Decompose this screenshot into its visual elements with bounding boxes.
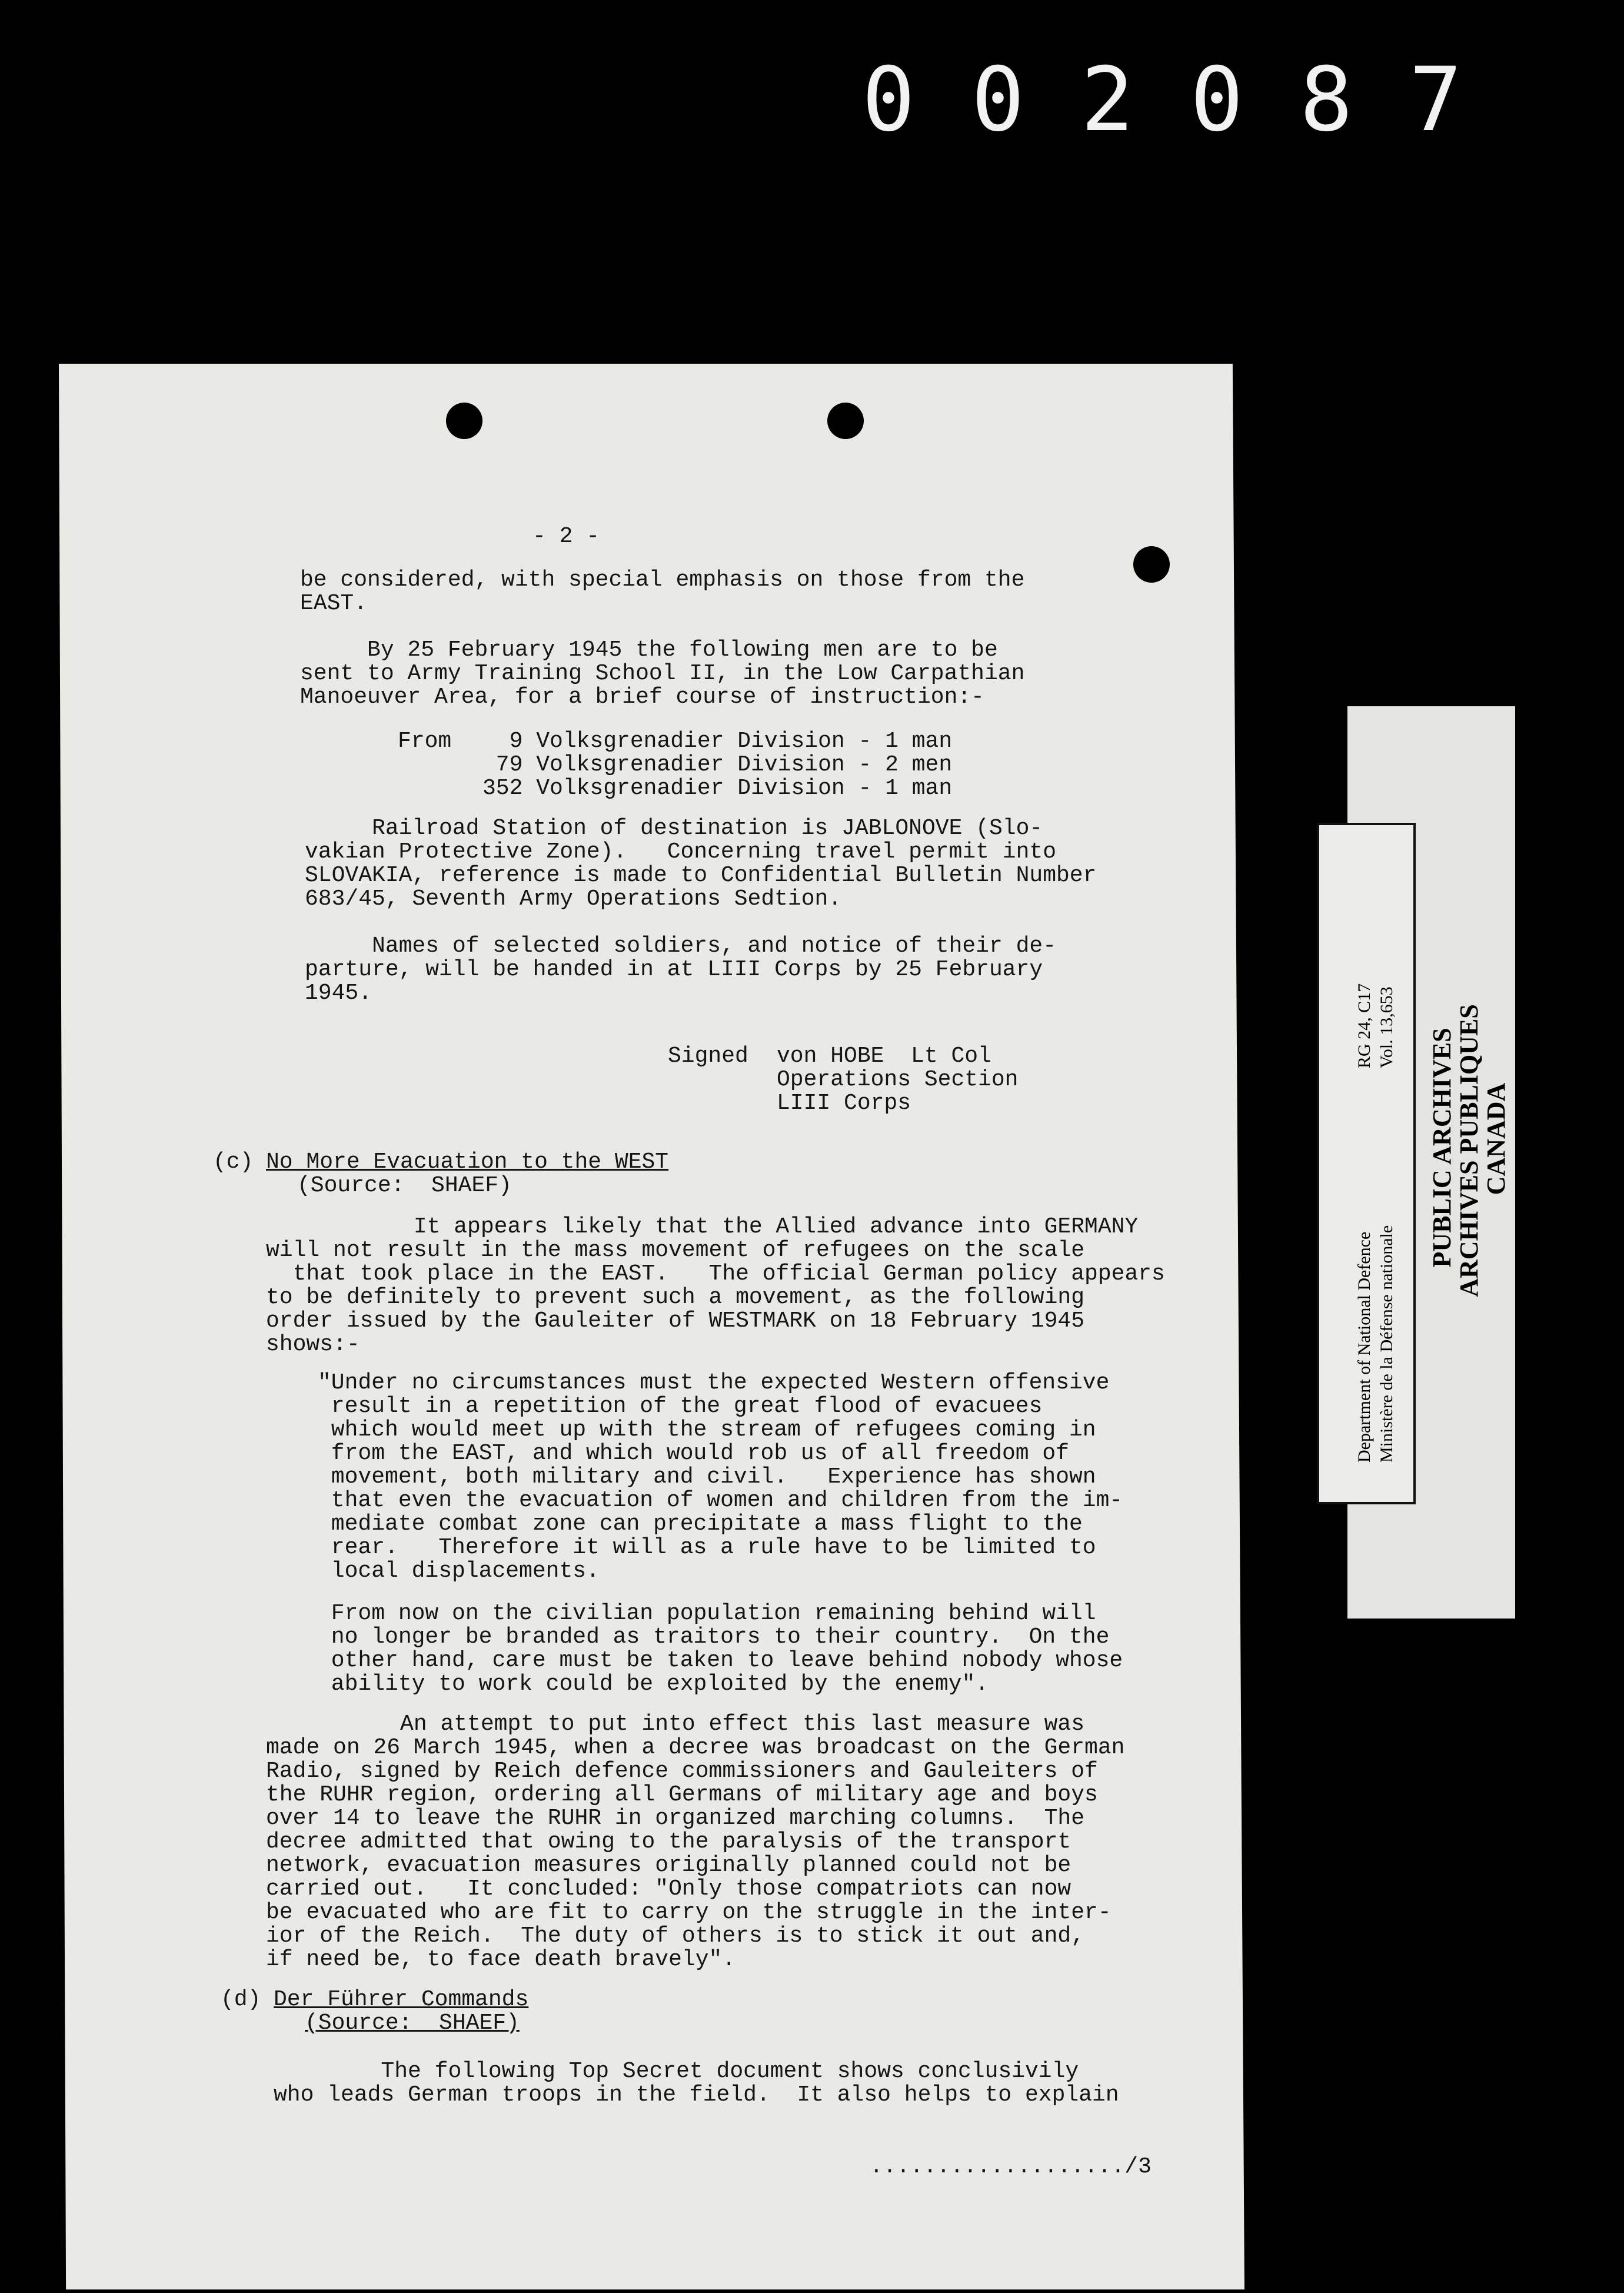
ref-rg: RG 24, C17: [1355, 983, 1374, 1068]
punch-hole: [827, 403, 864, 439]
frame-digit: 0: [1190, 49, 1244, 151]
signed-label: Signed: [668, 1044, 748, 1069]
list-item: 352 Volksgrenadier Division - 1 man: [482, 776, 953, 801]
frame-digit: 8: [1299, 49, 1353, 151]
section-c-source: (Source: SHAEF): [297, 1173, 512, 1198]
archives-fr: ARCHIVES PUBLIQUES: [1455, 1004, 1483, 1297]
section-c-title: No More Evacuation to the WEST: [266, 1149, 669, 1175]
section-c-paragraph: It appears likely that the Allied advance into GERMANY will not result in the mass movement of refugees on the scale that took place in the EAST. The official German policy appears to be definitely to prevent such a movement, as the following order issued by the Gauleiter of WESTMARK on 18 February 1945 shows:-: [266, 1214, 1165, 1357]
dept-fr: Ministère de la Défense nationale: [1377, 1225, 1396, 1463]
frame-digit: 0: [971, 49, 1025, 151]
names-paragraph: Names of selected soldiers, and notice of their de- parture, will be handed in at LIII Corps by 25 February 1945.: [305, 933, 1057, 1006]
list-from-label: From: [398, 729, 452, 754]
archives-en: PUBLIC ARCHIVES: [1427, 1028, 1456, 1268]
page-number: - 2 -: [533, 524, 600, 549]
section-d-marker: (d): [221, 1987, 261, 2012]
quoted-order-continued: From now on the civilian population remaining behind will no longer be branded as traitors to their country. On the other hand, care must be taken to leave behind nobody whose ability to work could be exploited by the enemy".: [331, 1601, 1123, 1697]
railroad-paragraph: Railroad Station of destination is JABLONOVE (Slo- vakian Protective Zone). Concerning travel permit into SLOVAKIA, reference is made to Confidential Bulletin Number 683/45, Seventh Army Operations Sedtion.: [305, 816, 1097, 912]
dept-en: Department of National Defence: [1355, 1231, 1374, 1463]
list-item: 79 Volksgrenadier Division - 2 men: [482, 752, 953, 777]
frame-digit: 0: [861, 49, 916, 151]
section-d-paragraph: The following Top Secret document shows conclusivily who leads German troops in the field. It also helps to explain: [274, 2059, 1119, 2108]
frame-digit: 7: [1409, 49, 1463, 151]
frame-digit: 2: [1080, 49, 1134, 151]
training-paragraph: By 25 February 1945 the following men are to be sent to Army Training School II, in the Low Carpathian Manoeuver Area, for a brief course of instruction:-: [300, 637, 1025, 710]
continuation-marker: .................../3: [870, 2154, 1152, 2179]
section-d-source: (Source: SHAEF): [305, 2010, 520, 2036]
ruhr-paragraph: An attempt to put into effect this last measure was made on 26 March 1945, when a decree was broadcast on the German Radio, signed by Reich defence commissioners and Gauleiters of the RUHR region, ordering all Germans of military age and boys over 14 to leave the RUHR in organized marching columns. The decree admitted that owing to the paralysis of the transport network, evacuation measures originally planned could not be carried out. It concluded: "Only those compatriots can now be evacuated who are fit to carry on the struggle in the inter- ior of the Reich. The duty of others is to stick it out and, if need be, to face death bravely".: [266, 1712, 1125, 1972]
quoted-order: "Under no circumstances must the expected Western offensive result in a repetition of the great flood of evacuees which would meet up with the stream of refugees coming in from the EAST, and which would rob us of all freedom of movement, both military and civil. Experience has shown that even the evacuation of women and children from the im- mediate combat zone can precipitate a mass flight to the rear. Therefore it will as a rule have to be limited to local displacements.: [318, 1370, 1123, 1584]
list-item: 9 Volksgrenadier Division - 1 man: [482, 729, 953, 754]
section-d-title: Der Führer Commands: [274, 1987, 529, 2012]
section-c-marker: (c): [213, 1149, 254, 1175]
ref-vol: Vol. 13,653: [1377, 986, 1396, 1068]
intro-paragraph: be considered, with special emphasis on those from the EAST.: [300, 567, 1025, 616]
archives-country: CANADA: [1482, 1082, 1510, 1195]
frame-number: [853, 49, 1471, 151]
signature-block: von HOBE Lt Col Operations Section LIII Corps: [777, 1044, 1019, 1116]
punch-hole: [1133, 546, 1170, 583]
punch-hole: [446, 403, 482, 439]
